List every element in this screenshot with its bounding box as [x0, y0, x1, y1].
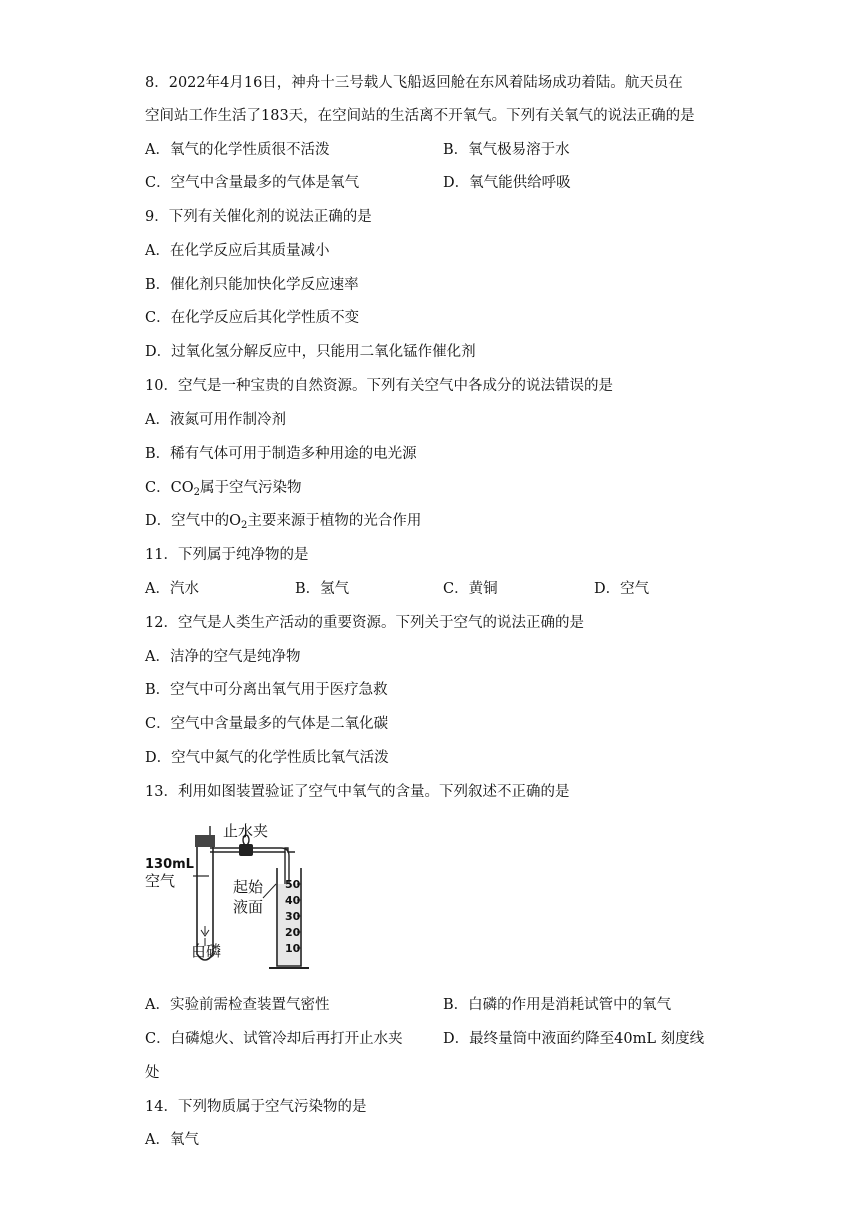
- q11-option-d: D．空气: [594, 581, 650, 597]
- q13-option-b: B．白磷的作用是消耗试管中的氧气: [443, 997, 672, 1013]
- white-phosphorus: [201, 926, 209, 936]
- q9-option-d: D．过氧化氢分解反应中，只能用二氧化锰作催化剂: [145, 344, 476, 360]
- q11-option-c: C．黄铜: [443, 581, 498, 597]
- q10-option-d-pre: D．空气中的O: [145, 513, 242, 529]
- rubber-stopper: [195, 835, 215, 847]
- scale-label-40: 40: [285, 894, 301, 907]
- q10-option-c-post: 属于空气污染物: [199, 480, 302, 496]
- start-level-pointer: [263, 884, 276, 898]
- q13-option-c-wrap: 处: [145, 1065, 160, 1081]
- q8-option-a: A．氧气的化学性质很不活泼: [145, 142, 330, 158]
- scale-label-10: 10: [285, 942, 301, 955]
- q12-option-d: D．空气中氮气的化学性质比氧气活泼: [145, 750, 389, 766]
- q11-stem: 11．下列属于纯净物的是: [145, 547, 309, 563]
- q10-option-d-post: 主要来源于植物的光合作用: [247, 513, 422, 529]
- q12-option-c: C．空气中含量最多的气体是二氧化碳: [145, 716, 389, 732]
- q12-stem: 12．空气是人类生产活动的重要资源。下列关于空气的说法正确的是: [145, 615, 584, 631]
- apparatus-diagram: [145, 818, 445, 978]
- scale-label-20: 20: [285, 926, 301, 939]
- q9-option-b: B．催化剂只能加快化学反应速率: [145, 277, 359, 293]
- q10-stem: 10．空气是一种宝贵的自然资源。下列有关空气中各成分的说法错误的是: [145, 378, 613, 394]
- q13-option-a: A．实验前需检查装置气密性: [145, 997, 330, 1013]
- q10-option-b: B．稀有气体可用于制造多种用途的电光源: [145, 446, 417, 462]
- scale-label-50: 50: [285, 878, 301, 891]
- q14-option-a: A．氧气: [145, 1132, 199, 1148]
- apparatus-figure: [145, 818, 445, 978]
- q10-option-d: [145, 511, 421, 531]
- q8-option-d: D．氧气能供给呼吸: [443, 175, 571, 191]
- q14-stem: 14．下列物质属于空气污染物的是: [145, 1099, 367, 1115]
- scale-label-30: 30: [285, 910, 301, 923]
- q8-option-b: B．氧气极易溶于水: [443, 142, 570, 158]
- q8-option-c: C．空气中含量最多的气体是氧气: [145, 175, 360, 191]
- q13-stem: 13．利用如图装置验证了空气中氧气的含量。下列叙述不正确的是: [145, 784, 570, 800]
- phosphorus-label: 白磷: [191, 942, 222, 960]
- q9-option-c: C．在化学反应后其化学性质不变: [145, 310, 360, 326]
- q13-option-c: C．白磷熄火、试管冷却后再打开止水夹: [145, 1031, 403, 1047]
- clamp-label: 止水夹: [223, 822, 269, 840]
- start-level-label-2: 液面: [233, 898, 264, 916]
- q9-option-a: A．在化学反应后其质量减小: [145, 243, 330, 259]
- q11-option-a: A．汽水: [145, 581, 199, 597]
- q10-option-c-pre: C．CO: [145, 480, 194, 496]
- q8-stem-line-2: 空间站工作生活了183天，在空间站的生活离不开氧气。下列有关氧气的说法正确的是: [145, 108, 695, 124]
- volume-label: 130mL: [145, 857, 194, 872]
- q8-stem-line-1: 8．2022年4月16日，神舟十三号载人飞船返回舱在东风着陆场成功着陆。航天员在: [145, 75, 683, 91]
- air-label: 空气: [145, 872, 176, 890]
- q10-option-c: [145, 478, 301, 498]
- cylinder-scale-labels: [285, 878, 301, 955]
- water-clamp: [239, 844, 253, 856]
- q13-option-d: D．最终量筒中液面约降至40mL 刻度线: [443, 1031, 705, 1047]
- q9-stem: 9．下列有关催化剂的说法正确的是: [145, 209, 372, 225]
- q12-option-a: A．洁净的空气是纯净物: [145, 649, 301, 665]
- start-level-label-1: 起始: [233, 878, 264, 896]
- q10-option-a: A．液氮可用作制冷剂: [145, 412, 286, 428]
- q12-option-b: B．空气中可分离出氧气用于医疗急救: [145, 682, 388, 698]
- q10-option-c-sub: 2: [193, 487, 200, 498]
- q11-option-b: B．氢气: [295, 581, 350, 597]
- q10-option-d-sub: 2: [241, 520, 248, 531]
